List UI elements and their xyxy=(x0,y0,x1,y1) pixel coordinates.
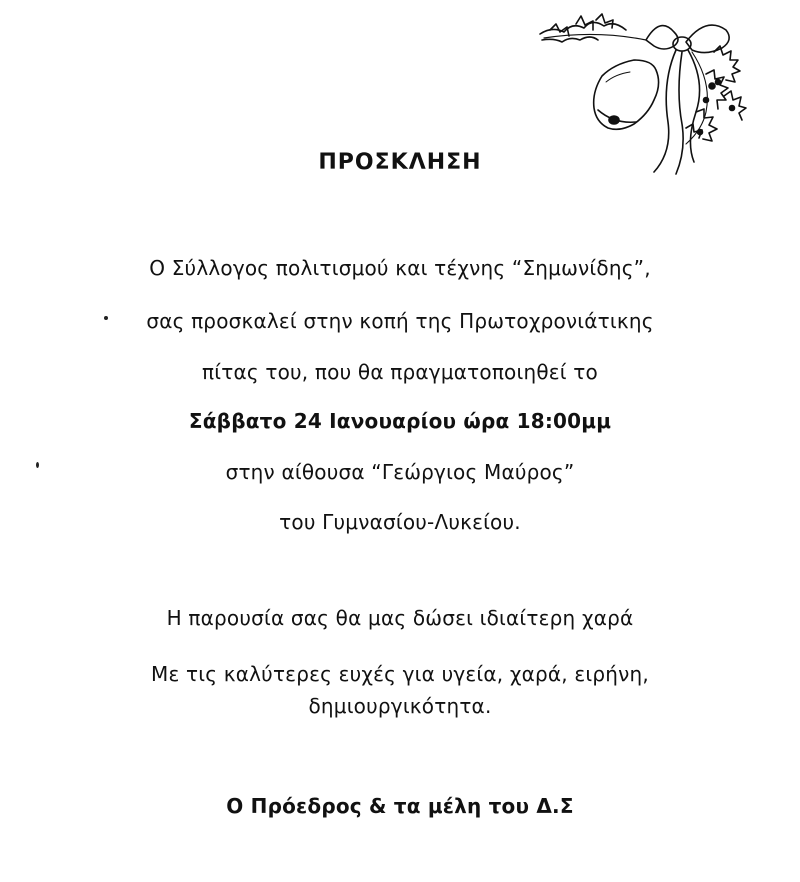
closing-line-creativity: δημιουργικότητα. xyxy=(308,694,492,718)
event-date-time: Σάββατο 24 Ιανουαρίου ώρα 18:00μμ xyxy=(188,409,612,433)
body-line-club-name: Ο Σύλλογος πολιτισμού και τέχνης “Σημωνίδης”, xyxy=(149,256,651,280)
invitation-title: ΠΡΟΣΚΛΗΣΗ xyxy=(318,150,482,175)
scan-speck xyxy=(36,462,39,468)
closing-line-wishes: Με τις καλύτερες ευχές για υγεία, χαρά, ειρήνη, xyxy=(151,662,649,686)
closing-line-presence: Η παρουσία σας θα μας δώσει ιδιαίτερη χαρά xyxy=(166,606,634,630)
body-line-pita: πίτας του, που θα πραγματοποιηθεί το xyxy=(202,360,598,384)
scan-speck xyxy=(104,316,108,320)
body-line-venue: στην αίθουσα “Γεώργιος Μαύρος” xyxy=(225,460,575,484)
body-line-invite: σας προσκαλεί στην κοπή της Πρωτοχρονιάτικης xyxy=(146,309,654,333)
signature: Ο Πρόεδρος & τα μέλη του Δ.Σ xyxy=(226,794,574,818)
body-line-school: του Γυμνασίου-Λυκείου. xyxy=(279,510,521,534)
